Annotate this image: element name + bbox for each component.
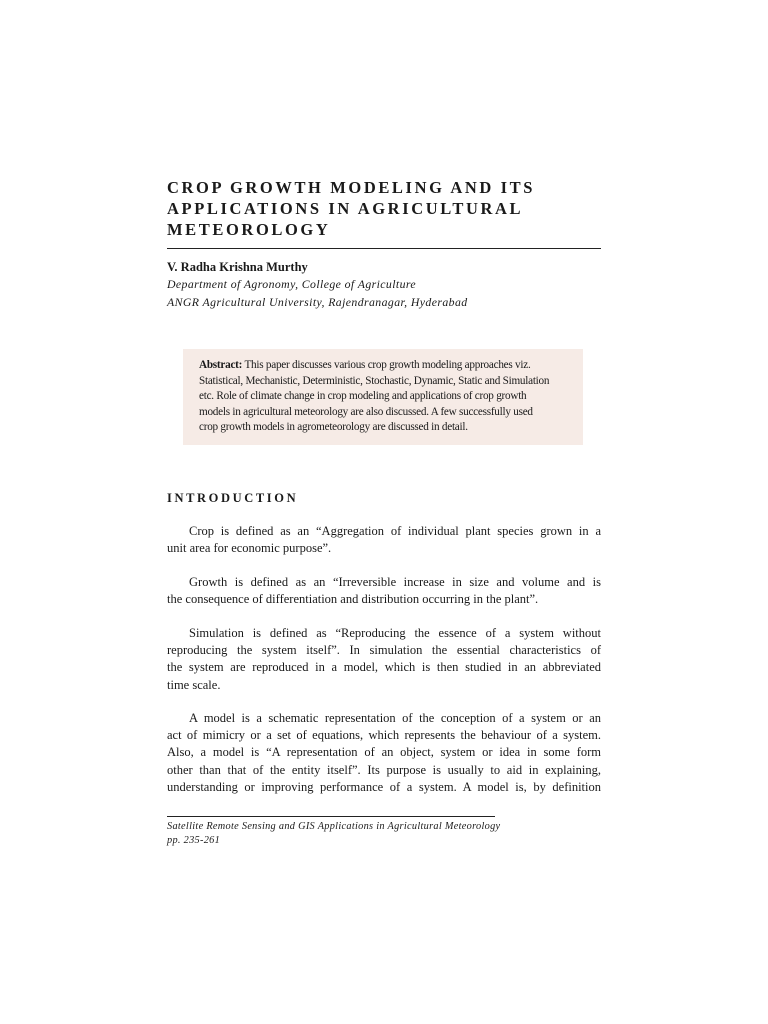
abstract-line: Statistical, Mechanistic, Deterministic, Stochastic, Dynamic, Static and Simulation [199,374,550,387]
body-paragraph [167,710,601,796]
paragraph-line: Also, a model is “A representation of an object, system or idea in some form [167,745,601,760]
author-affiliation-department: Department of Agronomy, College of Agriculture [167,277,417,291]
section-heading-introduction: INTRODUCTION [167,491,299,505]
author-name: V. Radha Krishna Murthy [167,260,308,274]
paragraph-line: unit area for economic purpose”. [167,541,332,556]
abstract-line: etc. Role of climate change in crop modeling and applications of crop growth [199,390,527,403]
author-affiliation-university: ANGR Agricultural University, Rajendranagar, Hyderabad [167,295,468,309]
paragraph-line: other than that of the entity itself”. Its purpose is usually to aid in explaining, [167,762,601,777]
paragraph-line: Simulation is defined as “Reproducing the essence of a system without [189,626,601,640]
abstract-line: crop growth models in agrometeorology are discussed in detail. [199,421,468,434]
footer-source: Satellite Remote Sensing and GIS Applications in Agricultural Meteorology [167,821,501,832]
paragraph-line: understanding or improving performance of a system. A model is, by definition [167,779,601,794]
abstract-line [199,358,571,374]
paragraph-line: Crop is defined as an “Aggregation of individual plant species grown in a [189,524,601,538]
body-paragraph [167,574,601,608]
paper-title [167,177,607,240]
paragraph-line: reproducing the system itself”. In simulation the essential characteristics of [167,643,601,658]
paragraph-line: Growth is defined as an “Irreversible increase in size and volume and is [189,575,601,589]
paragraph-line: act of mimicry or a set of equations, which represents the behaviour of a system. [167,728,601,743]
abstract-label: Abstract: [199,359,243,371]
paragraph-line: A model is a schematic representation of the conception of a system or an [189,711,601,725]
body-paragraph [167,625,601,694]
title-line: APPLICATIONS IN AGRICULTURAL [167,199,524,218]
abstract-line: models in agricultural meteorology are also discussed. A few successfully used [199,405,533,418]
title-line: METEOROLOGY [167,220,331,239]
title-line: CROP GROWTH MODELING AND ITS [167,178,536,197]
paragraph-line: the consequence of differentiation and distribution occurring in the plant”. [167,592,539,607]
footer-divider [167,816,495,817]
title-divider [167,248,601,249]
footer-pages: pp. 235-261 [167,835,221,846]
abstract-text: This paper discusses various crop growth modeling approaches viz. [242,359,531,371]
body-paragraph [167,523,601,557]
paragraph-line: time scale. [167,677,221,692]
abstract-box [183,349,583,445]
paragraph-line: the system are reproduced in a model, which is then studied in an abbreviated [167,660,601,675]
